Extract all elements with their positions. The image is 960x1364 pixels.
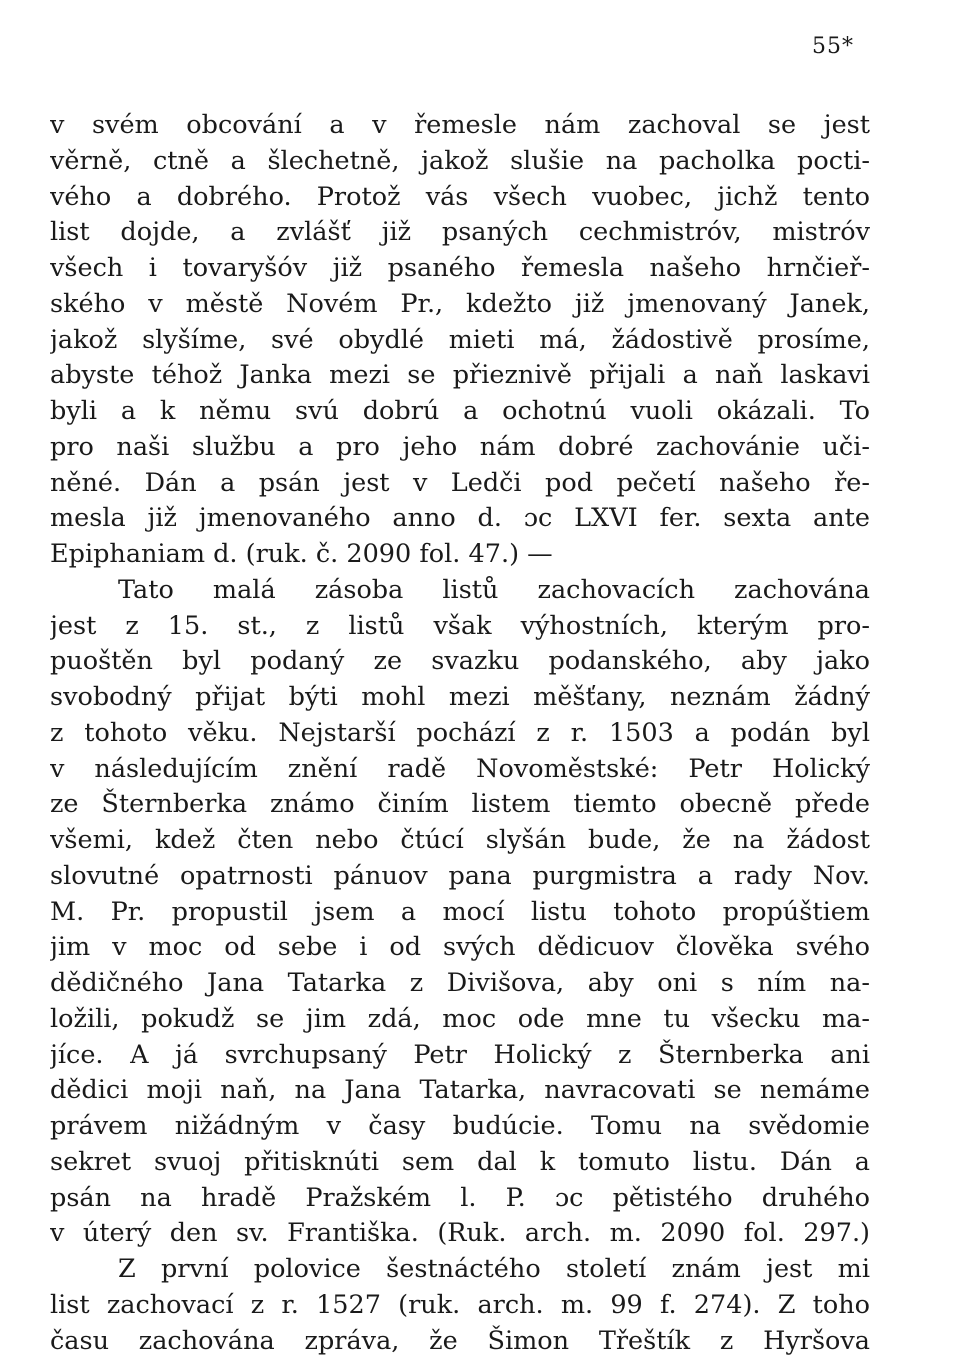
text-line: Epiphaniam d. (ruk. č. 2090 fol. 47.) — (50, 539, 553, 569)
text-line: ského v městě Novém Pr., kdežto již jmenovaný Janek, (50, 288, 870, 319)
text-line: jest z 15. st., z listů však výhostních, kterým pro- (50, 610, 870, 641)
text-line: svobodný přijat býti mohl mezi měšťany, neznám žádný (50, 682, 870, 712)
text-line: dědici moji naň, na Jana Tatarka, navracovati se nemáme (50, 1075, 870, 1106)
text-line: všemi, kdež čten nebo čtúcí slyšán bude, že na žádost (50, 825, 870, 855)
text-line: v následujícím znění radě Novoměstské: Petr Holický (50, 753, 870, 784)
text-line: něné. Dán a psán jest v Ledči pod pečetí našeho ře- (50, 467, 870, 498)
text-line: dědičného Jana Tatarka z Divišova, aby oni s ním na- (50, 968, 870, 998)
text-line: list dojde, a zvlášť již psaných cechmistróv, mistróv (50, 217, 870, 248)
text-line: psán na hradě Pražském l. P. ɔc pětistého druhého (50, 1182, 870, 1213)
text-line: list zachovací z r. 1527 (ruk. arch. m. 99 f. 274). Z toho (50, 1289, 870, 1320)
text-line: mesla již jmenovaného anno d. ɔc LXVI fer. sexta ante (50, 503, 870, 534)
page-number: 55* (812, 34, 854, 59)
text-line: ze Šternberka známo činím listem tiemto obecně přede (50, 789, 870, 820)
text-line: slovutné opatrnosti pánuov pana purgmistra a rady Nov. (50, 860, 870, 891)
text-line: času zachována zpráva, že Šimon Třeštík z Hyršova (50, 1325, 870, 1356)
text-line: M. Pr. propustil jsem a mocí listu tohoto propúštiem (50, 896, 870, 927)
text-line: puoštěn byl podaný ze svazku podanského, aby jako (50, 646, 870, 677)
text-line: sekret svuoj přitisknúti sem dal k tomuto listu. Dán a (50, 1146, 870, 1177)
text-line: vého a dobrého. Protož vás všech vuobec, jichž tento (50, 181, 870, 212)
text-line: abyste téhož Janka mezi se přieznivě přijali a naň laskavi (50, 360, 870, 391)
text-line: Z první polovice šestnáctého století znám jest mi (118, 1254, 870, 1284)
text-line: věrně, ctně a šlechetně, jakož slušie na pacholka pocti- (50, 145, 870, 176)
text-line: všech i tovaryšóv již psaného řemesla našeho hrnčieř- (50, 253, 870, 283)
text-line: ložili, pokudž se jim zdá, moc ode mne tu všecku ma- (50, 1003, 870, 1034)
text-line: v svém obcování a v řemesle nám zachoval se jest (50, 110, 870, 140)
text-line: Tato malá zásoba listů zachovacích zachována (118, 574, 870, 605)
text-line: jim v moc od sebe i od svých dědicuov člověka svého (50, 932, 870, 963)
text-line: v úterý den sv. Františka. (Ruk. arch. m. 2090 fol. 297.) (50, 1218, 870, 1249)
text-line: jakož slyšíme, své obydlé mieti má, žádostivě prosíme, (50, 324, 870, 355)
text-line: z tohoto věku. Nejstarší pochází z r. 1503 a podán byl (50, 717, 870, 748)
body-text (50, 108, 870, 1359)
text-line: právem nižádným v časy budúcie. Tomu na svědomie (50, 1111, 870, 1141)
text-line: pro naši službu a pro jeho nám dobré zachovánie uči- (50, 431, 870, 462)
text-line: jíce. A já svrchupsaný Petr Holický z Šternberka ani (50, 1039, 870, 1070)
text-line: byli a k němu svú dobrú a ochotnú vuoli okázali. To (50, 396, 870, 426)
